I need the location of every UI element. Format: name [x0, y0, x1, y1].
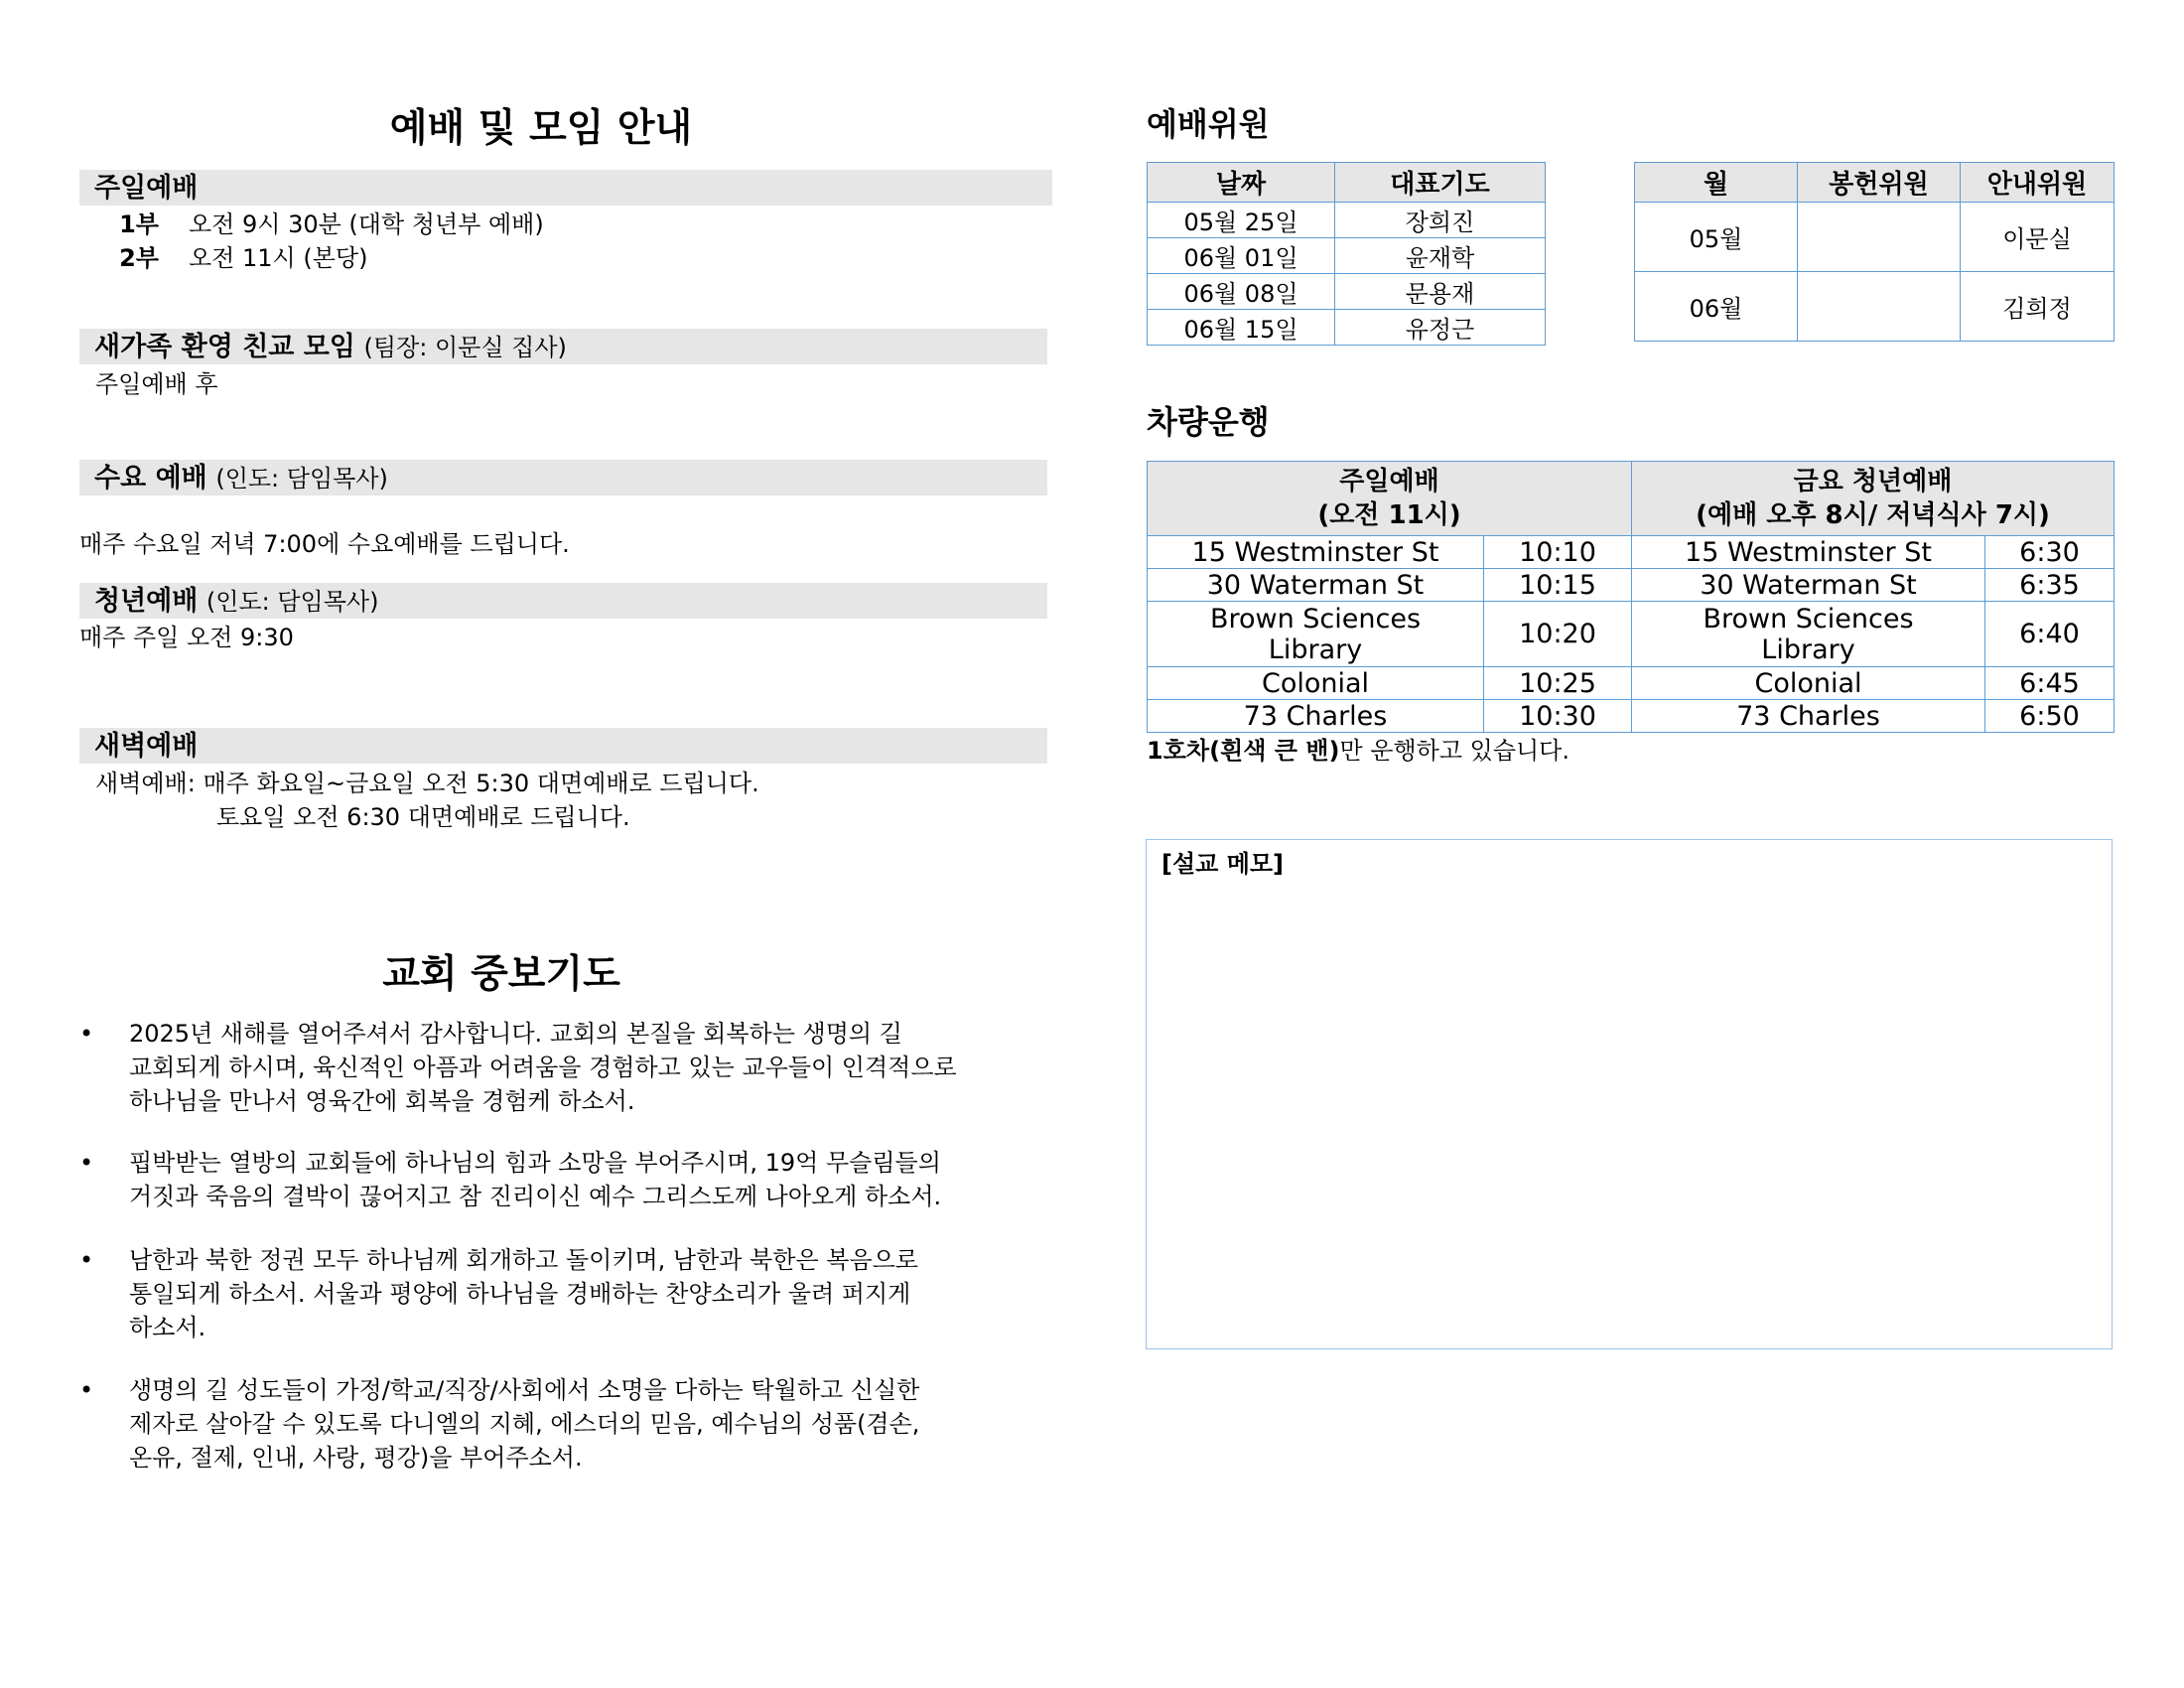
service-desc: 오전 11시 (본당)	[189, 244, 368, 272]
col-header: 봉헌위원	[1798, 163, 1961, 203]
table-row: 05월 25일 장희진	[1148, 203, 1546, 238]
committee-title: 예배위원	[1147, 105, 1270, 143]
bullet: •	[79, 1376, 94, 1404]
sermon-memo-box[interactable]	[1146, 839, 2113, 1349]
wednesday-heading: 수요 예배 (인도: 담임목사)	[79, 460, 1047, 495]
youth-heading: 청년예배 (인도: 담임목사)	[79, 583, 1047, 619]
bullet: •	[79, 1149, 94, 1177]
table-row: 73 Charles 10:30 73 Charles 6:50	[1148, 700, 2115, 733]
service-num: 1부	[119, 211, 159, 238]
page-title: 예배 및 모임 안내	[389, 106, 693, 151]
col-header-sunday: 주일예배 (오전 11시)	[1148, 462, 1632, 536]
table-row: 05월 이문실	[1635, 203, 2115, 272]
dawn-line-2: 토요일 오전 6:30 대면예배로 드립니다.	[216, 803, 630, 831]
dawn-heading: 새벽예배	[79, 728, 1047, 764]
vehicle-note-rest: 만 운행하고 있습니다.	[1339, 737, 1570, 765]
table-row: 06월 15일 유정근	[1148, 310, 1546, 346]
table-row: 30 Waterman St 10:15 30 Waterman St 6:35	[1148, 569, 2115, 602]
table-row: 06월 08일 문용재	[1148, 274, 1546, 310]
prayer-item: • 남한과 북한 정권 모두 하나님께 회개하고 돌이키며, 남한과 북한은 복음으로 통일되게 하소서. 서울과 평양에 하나님을 경배하는 찬양소리가 울려 퍼지게 하소서.	[79, 1243, 1032, 1344]
col-header: 안내위원	[1961, 163, 2115, 203]
table-row: 06월 김희정	[1635, 272, 2115, 342]
newfamily-heading: 새가족 환영 친교 모임 (팀장: 이문실 집사)	[79, 329, 1047, 364]
service-num: 2부	[119, 244, 159, 272]
prayer-item: • 2025년 새해를 열어주셔서 감사합니다. 교회의 본질을 회복하는 생명의 길 교회되게 하시며, 육신적인 아픔과 어려움을 경험하고 있는 교우들이 인격적으로 하나님을 만나서 영육간에 회복을 경험케 하소서.	[79, 1017, 1032, 1118]
youth-text: 매주 주일 오전 9:30	[79, 624, 294, 651]
usher-table	[1634, 162, 2115, 342]
vehicle-note-bold: 1호차(흰색 큰 밴)	[1147, 737, 1340, 765]
vehicle-title: 차량운행	[1147, 403, 1270, 441]
service-row-2	[99, 241, 367, 275]
service-row-1	[99, 208, 544, 241]
bullet: •	[79, 1246, 94, 1274]
col-header: 날짜	[1148, 163, 1335, 203]
prayer-item: • 생명의 길 성도들이 가정/학교/직장/사회에서 소명을 다하는 탁월하고 신실한 제자로 살아갈 수 있도록 다니엘의 지혜, 에스더의 믿음, 예수님의 성품(겸손, 온유, 절제, 인내, 사랑, 평강)을 부어주소서.	[79, 1373, 1032, 1475]
bullet: •	[79, 1020, 94, 1048]
table-row: Brown Sciences Library 10:20 Brown Sciences Library 6:40	[1148, 602, 2115, 667]
wednesday-text: 매주 수요일 저녁 7:00에 수요예배를 드립니다.	[79, 530, 570, 558]
sunday-service-heading: 주일예배	[79, 170, 1052, 206]
vehicle-note	[1147, 734, 1570, 768]
prayer-title: 교회 중보기도	[382, 952, 620, 997]
table-row: 15 Westminster St 10:10 15 Westminster St 6:30	[1148, 536, 2115, 569]
sermon-memo-label: [설교 메모]	[1161, 850, 1285, 878]
newfamily-text: 주일예배 후	[95, 370, 218, 398]
col-header: 월	[1635, 163, 1798, 203]
vehicle-table	[1147, 461, 2115, 733]
service-desc: 오전 9시 30분 (대학 청년부 예배)	[189, 211, 544, 238]
col-header: 대표기도	[1335, 163, 1546, 203]
prayer-item: • 핍박받는 열방의 교회들에 하나님의 힘과 소망을 부어주시며, 19억 무슬림들의 거짓과 죽음의 결박이 끊어지고 참 진리이신 예수 그리스도께 나아오게 하소서.	[79, 1146, 1032, 1213]
prayer-schedule-table	[1147, 162, 1546, 346]
table-row: 06월 01일 윤재학	[1148, 238, 1546, 274]
table-row: Colonial 10:25 Colonial 6:45	[1148, 667, 2115, 700]
col-header-friday: 금요 청년예배 (예배 오후 8시/ 저녁식사 7시)	[1632, 462, 2115, 536]
dawn-line-1: 새벽예배: 매주 화요일~금요일 오전 5:30 대면예배로 드립니다.	[95, 770, 759, 797]
